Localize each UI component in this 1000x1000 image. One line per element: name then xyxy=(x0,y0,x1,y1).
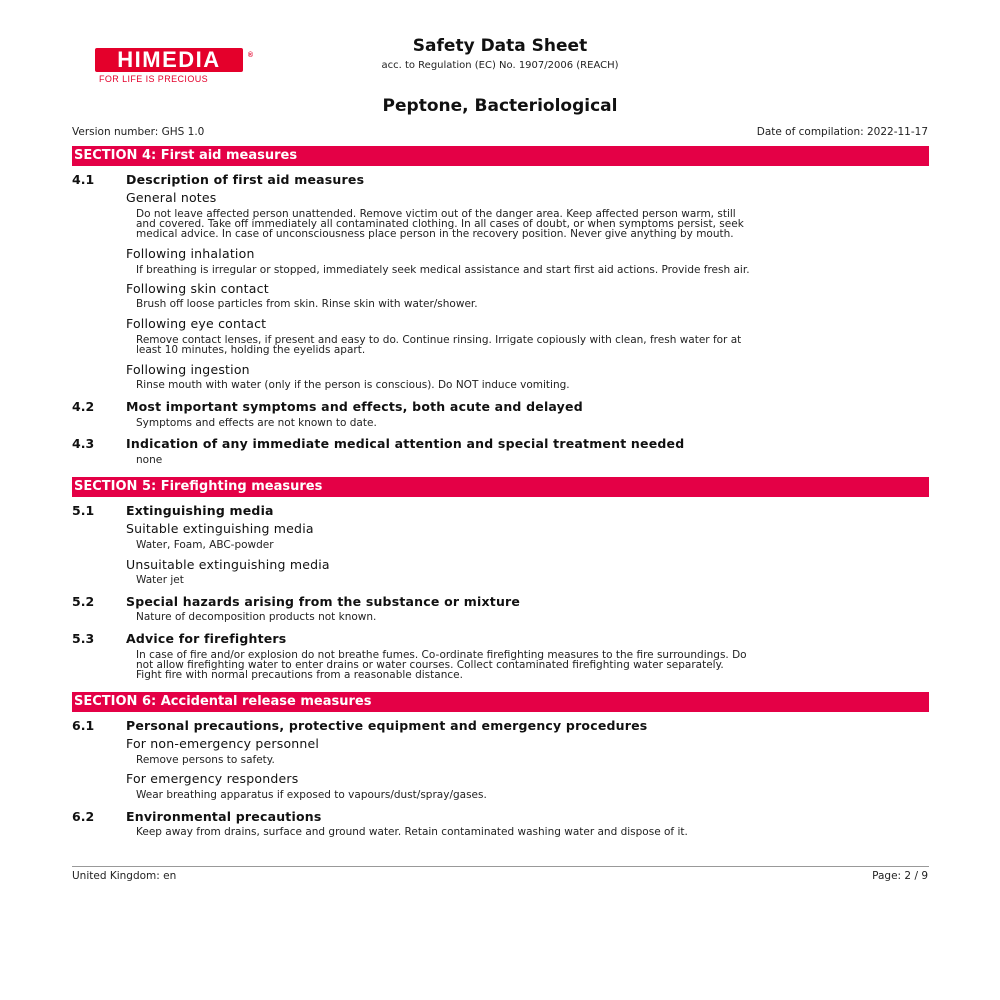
product-name: Peptone, Bacteriological xyxy=(382,96,618,116)
document-subtitle: acc. to Regulation (EC) No. 1907/2006 (REACH) xyxy=(381,60,619,71)
text-line: Symptoms and effects are not known to date. xyxy=(136,417,377,429)
subsection-title: Special hazards arising from the substance or mixture xyxy=(126,594,521,609)
text-line: Water, Foam, ABC-powder xyxy=(136,539,274,551)
body-text xyxy=(136,335,936,355)
text-line: Brush off loose particles from skin. Rinse skin with water/shower. xyxy=(136,298,478,310)
section-header: SECTION 6: Accidental release measures xyxy=(72,692,929,712)
text-line: Fight fire with normal precautions from a reasonable distance. xyxy=(136,669,463,681)
subsection-title: Most important symptoms and effects, both acute and delayed xyxy=(126,399,583,414)
item-heading: General notes xyxy=(126,190,217,205)
document-title: Safety Data Sheet xyxy=(412,36,588,56)
subsection-number: 6.2 xyxy=(72,809,95,824)
subsection-title: Environmental precautions xyxy=(126,809,322,824)
body-text xyxy=(136,612,936,622)
text-line: Keep away from drains, surface and ground water. Retain contaminated washing water and dispose of it. xyxy=(136,826,688,838)
footer-divider xyxy=(72,866,929,867)
subsection-number: 4.2 xyxy=(72,399,95,414)
body-text xyxy=(136,209,936,239)
body-text xyxy=(136,827,936,837)
item-heading: Unsuitable extinguishing media xyxy=(126,557,330,572)
text-line: Wear breathing apparatus if exposed to vapours/dust/spray/gases. xyxy=(136,789,487,801)
item-heading: Following skin contact xyxy=(126,281,269,296)
item-heading: Following eye contact xyxy=(126,316,267,331)
text-line: medical advice. In case of unconsciousness place person in the recovery position. Never give anything by mouth. xyxy=(136,228,734,240)
body-text xyxy=(136,790,936,800)
logo-registered-mark: ® xyxy=(247,52,253,59)
subsection-title: Description of first aid measures xyxy=(126,172,365,187)
logo-text: HIMEDIA xyxy=(117,47,221,72)
subsection-title: Advice for firefighters xyxy=(126,631,287,646)
body-text xyxy=(136,540,936,550)
subsection-number: 5.2 xyxy=(72,594,95,609)
footer-locale: United Kingdom: en xyxy=(72,870,177,882)
text-line: not allow firefighting water to enter drains or water courses. Collect contaminated firefighting water separately. xyxy=(136,659,724,671)
subsection-number: 5.3 xyxy=(72,631,95,646)
text-line: If breathing is irregular or stopped, immediately seek medical assistance and start first aid actions. Provide fresh air. xyxy=(136,264,750,276)
body-text xyxy=(136,650,936,680)
subsection-number: 6.1 xyxy=(72,718,95,733)
body-text xyxy=(136,455,936,465)
text-line: Remove contact lenses, if present and easy to do. Continue rinsing. Irrigate copiously with clean, fresh water for at xyxy=(136,334,742,346)
subsection-title: Indication of any immediate medical attention and special treatment needed xyxy=(126,436,685,451)
subsection-number: 5.1 xyxy=(72,503,95,518)
body-text xyxy=(136,755,936,765)
subsection-title: Extinguishing media xyxy=(126,503,274,518)
text-line: Water jet xyxy=(136,574,184,586)
page-number: Page: 2 / 9 xyxy=(872,870,928,882)
subsection-number: 4.3 xyxy=(72,436,95,451)
item-heading: Suitable extinguishing media xyxy=(126,521,314,536)
text-line: Remove persons to safety. xyxy=(136,754,275,766)
text-line: none xyxy=(136,454,163,466)
version-number: Version number: GHS 1.0 xyxy=(72,126,205,138)
subsection-number: 4.1 xyxy=(72,172,95,187)
item-heading: For emergency responders xyxy=(126,771,299,786)
body-text xyxy=(136,418,936,428)
compilation-date: Date of compilation: 2022-11-17 xyxy=(756,126,928,138)
section-header: SECTION 5: Firefighting measures xyxy=(72,477,929,497)
item-heading: For non-emergency personnel xyxy=(126,736,320,751)
text-line: In case of fire and/or explosion do not breathe fumes. Co-ordinate firefighting measures to the fire surroundings. Do xyxy=(136,649,747,661)
subsection-title: Personal precautions, protective equipment and emergency procedures xyxy=(126,718,648,733)
body-text xyxy=(136,575,936,585)
body-text xyxy=(136,265,936,275)
logo-tagline: FOR LIFE IS PRECIOUS xyxy=(99,74,209,84)
body-text xyxy=(136,299,936,309)
text-line: Nature of decomposition products not known. xyxy=(136,611,377,623)
item-heading: Following ingestion xyxy=(126,362,250,377)
text-line: and covered. Take off immediately all contaminated clothing. In all cases of doubt, or when symptoms persist, seek xyxy=(136,218,744,230)
text-line: least 10 minutes, holding the eyelids apart. xyxy=(136,344,366,356)
text-line: Rinse mouth with water (only if the person is conscious). Do NOT induce vomiting. xyxy=(136,379,570,391)
section-header: SECTION 4: First aid measures xyxy=(72,146,929,166)
body-text xyxy=(136,380,936,390)
text-line: Do not leave affected person unattended. Remove victim out of the danger area. Keep affected person warm, still xyxy=(136,208,736,220)
item-heading: Following inhalation xyxy=(126,246,255,261)
